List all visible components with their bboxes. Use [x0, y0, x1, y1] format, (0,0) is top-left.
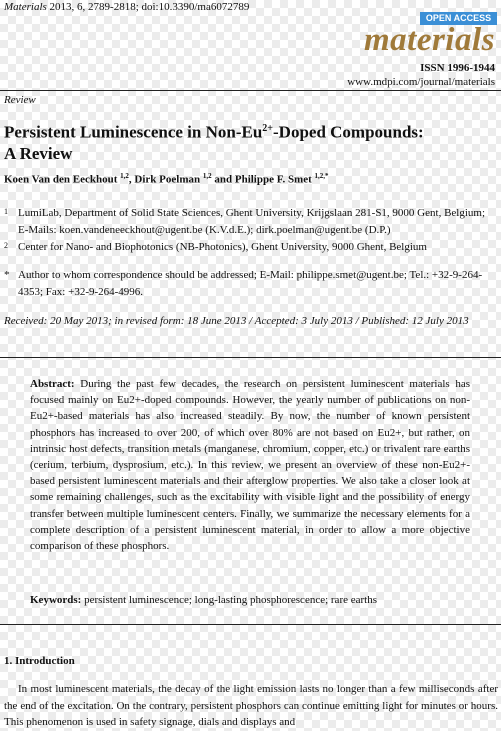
author-affiliation: 1,2	[120, 172, 129, 180]
affiliation-1	[4, 205, 498, 239]
author-separator: ,	[128, 173, 135, 186]
abstract-text: During the past few decades, the research on persistent luminescent materials has focused mainly on Eu2+-doped compounds. However, the yearly number of publications on non-Eu2+-based materials has also increased steadily. By now, the number of known persistent phosphors has increased to over 200, of which over 80% are not based on Eu2+, but rather, on intrinsic host defects, transition metals (manganese, chromium, copper, etc.) or trivalent rare earths (cerium, terbium, dysprosium, etc.). In this review, we present an overview of these non-Eu2+-based persistent luminescent materials and their afterglow properties. We also take a closer look at some remaining challenges, such as the excitability with visible light and the possibility of energy transfer between multiple luminescent centers. Finally, we summarize the necessary elements for a complete description of a persistent luminescent material, in order to allow a more objective comparison of these phosphors.	[30, 378, 471, 553]
correspondence-text: Author to whom correspondence should be addressed; E-Mail: philippe.smet@ugent.be; Tel.: +32-9-264-4353; Fax: +32-9-264-4996.	[18, 269, 483, 298]
affiliation-number: 2	[4, 241, 8, 250]
title-text: Persistent Luminescence in Non-Eu	[4, 122, 263, 142]
section-heading: 1. Introduction	[4, 655, 75, 667]
author-affiliation: 1,2,*	[314, 172, 329, 180]
author-name: Philippe F. Smet	[234, 173, 312, 186]
author-name: Dirk Poelman	[134, 173, 201, 186]
journal-name: Materials	[4, 1, 47, 13]
keywords-text: persistent luminescence; long-lasting phosphorescence; rare earths	[84, 594, 378, 606]
abstract-divider	[0, 624, 501, 625]
header-divider	[0, 90, 501, 91]
intro-paragraph: In most luminescent materials, the decay of the light emission lasts no longer than a few milliseconds after the end of the excitation. On the contrary, persistent phosphors can continue emitting light for minutes or hours. This phenomenon is used in safety signage, dials and displays and	[4, 683, 498, 728]
journal-url[interactable]: www.mdpi.com/journal/materials	[347, 76, 495, 88]
affiliation-text: Center for Nano- and Biophotonics (NB-Photonics), Ghent University, 9000 Ghent, Belgium	[18, 241, 427, 253]
article-type: Review	[4, 94, 36, 106]
author-separator: and	[211, 173, 235, 186]
author-affiliation: 1,2	[202, 172, 212, 180]
journal-logo: materials	[363, 22, 495, 58]
issn: ISSN 1996-1944	[420, 62, 495, 74]
affiliation-text: LumiLab, Department of Solid State Sciences, Ghent University, Krijgslaan 281-S1, 9000 Gent, Belgium; E-Mails: koen.vandeneeckhout@ugent.be (K.V.d.E.); dirk.poelman@ugent.be (D.P.)	[18, 207, 486, 236]
affiliation-2	[4, 239, 498, 256]
keywords-label: Keywords:	[30, 594, 82, 606]
correspondence-mark: *	[4, 269, 10, 281]
author-list	[4, 172, 329, 186]
abstract	[30, 376, 470, 554]
article-title	[4, 118, 494, 164]
keywords	[30, 594, 470, 606]
publication-dates: Received: 20 May 2013; in revised form: 18 June 2013 / Accepted: 3 July 2013 / Published: 12 July 2013	[4, 315, 469, 327]
journal-citation	[4, 1, 249, 13]
open-access-badge: OPEN ACCESS	[420, 12, 497, 25]
title-line2: A Review	[4, 143, 73, 163]
affiliation-number: 1	[4, 207, 8, 216]
author-name: Koen Van den Eeckhout	[4, 173, 118, 186]
abstract-label: Abstract:	[30, 378, 75, 390]
title-text-end: -Doped Compounds:	[273, 122, 424, 142]
title-superscript: 2+	[262, 123, 273, 134]
citation-text: 2013, 6, 2789-2818; doi:10.3390/ma6072789	[46, 1, 250, 13]
dates-divider	[0, 357, 501, 358]
correspondence	[4, 267, 498, 301]
